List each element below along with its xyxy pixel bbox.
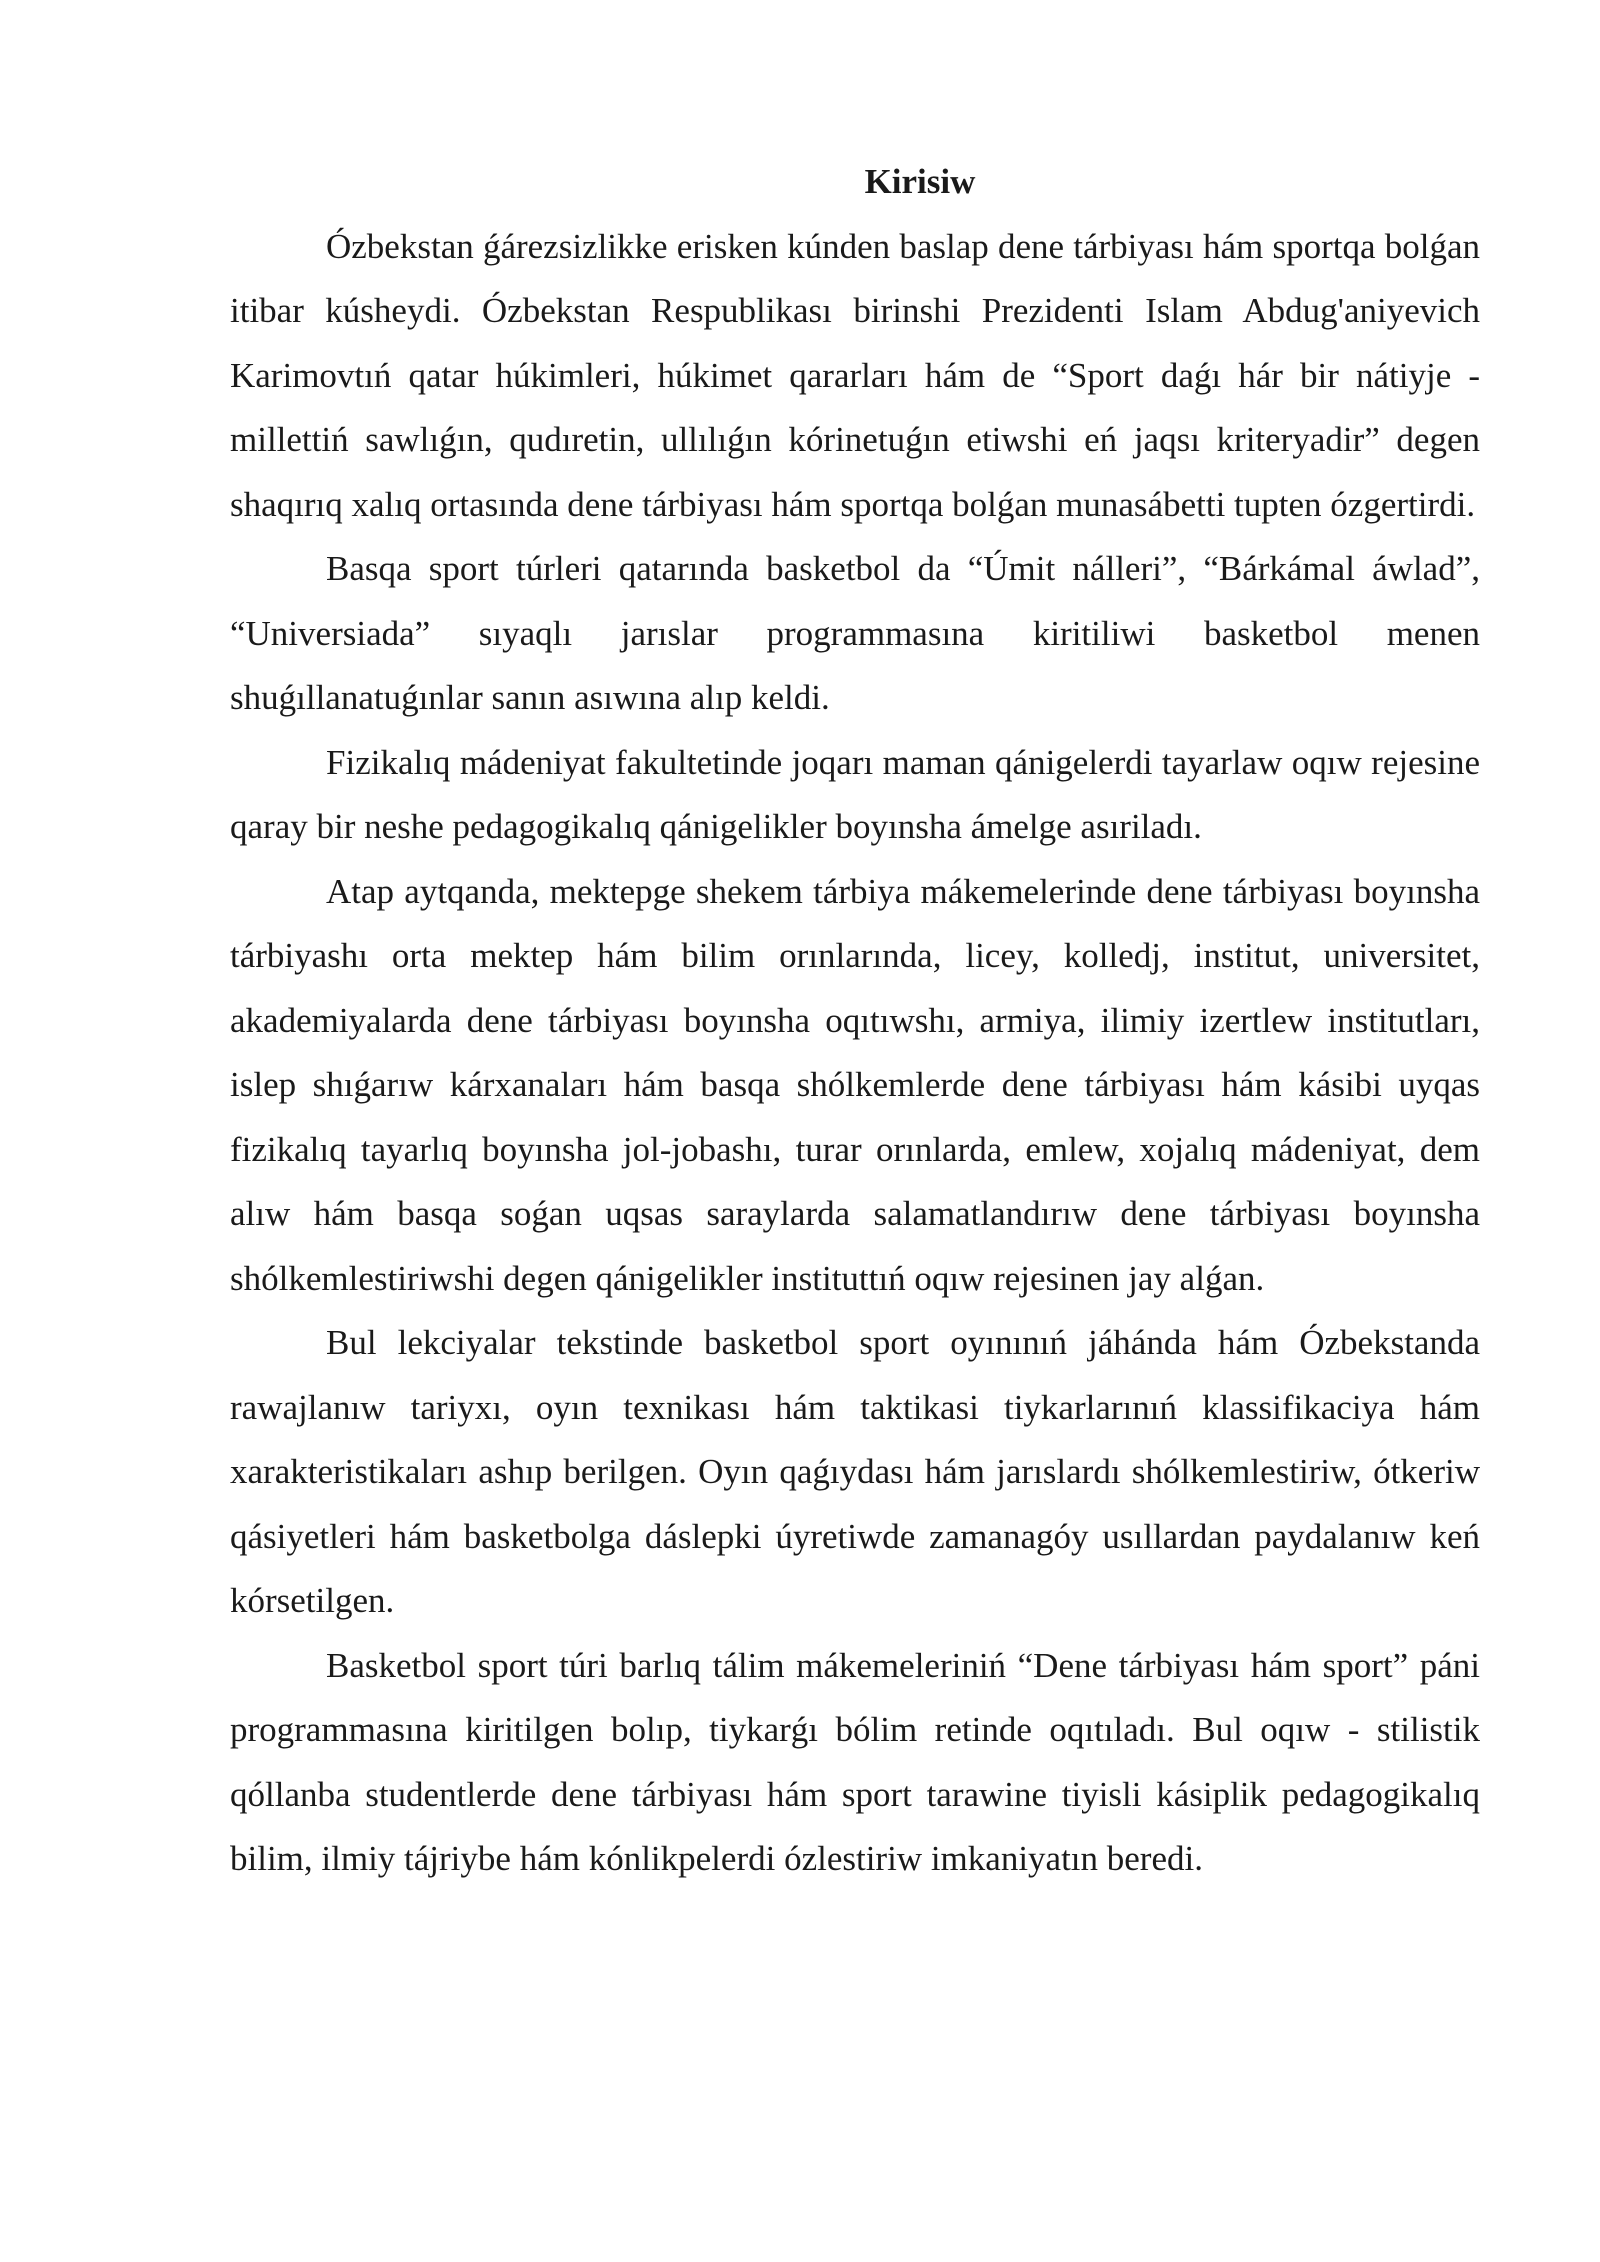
paragraph-4: Atap aytqanda, mektepge shekem tárbiya mákemelerinde dene tárbiyası boyınsha tárbiyashı orta mektep hám bilim orınlarında, licey, kolledj, institut, universitet, akademiyalarda dene tárbiyası boyınsha oqıtıwshı, armiya, ilimiy izertlew institutları, islep shıǵarıw kárxanaları hám basqa shólkemlerde dene tárbiyası hám kásibi uyqas fizikalıq tayarlıq boyınsha jol-jobashı, turar orınlarda, emlew, xojalıq mádeniyat, dem alıw hám basqa soǵan uqsas saraylarda salamatlandırıw dene tárbiyası boyınsha shólkemlestiriwshi degen qánigelikler instituttıń oqıw rejesinen jay alǵan. [230,871,1480,1298]
paragraph-5: Bul lekciyalar tekstinde basketbol sport oyınınıń jáhánda hám Ózbekstanda rawajlanıw tariyxı, oyın texnikası hám taktikasi tiykarlarınıń klassifikaciya hám xarakteristikaları ashıp berilgen. Oyın qaǵıydası hám jarıslardı shólkemlestiriw, ótkeriw qásiyetleri hám basketbolga dáslepki úyretiwde zamanagóy usıllardan paydalanıw keń kórsetilgen. [230,1323,1480,1620]
paragraph-2: Basqa sport túrleri qatarında basketbol da “Úmit nálleri”, “Bárkámal áwlad”, “Universiada” sıyaqlı jarıslar programmasına kiritiliwi basketbol menen shuǵıllanatuǵınlar sanın asıwına alıp keldi. [230,549,1480,717]
paragraph-3: Fizikalıq mádeniyat fakultetinde joqarı maman qánigelerdi tayarlaw oqıw rejesine qaray bir neshe pedagogikalıq qánigelikler boyınsha ámelge asıriladı. [230,742,1480,846]
paragraph-6: Basketbol sport túri barlıq tálim mákemeleriniń “Dene tárbiyası hám sport” páni programmasına kiritilgen bolıp, tiykarǵı bólim retinde oqıtıladı. Bul oqıw - stilistik qóllanba studentlerde dene tárbiyası hám sport tarawine tiyisli kásiplik pedagogikalıq bilim, ilmiy tájriybe hám kónlikpelerdi ózlestiriw imkaniyatın beredi. [230,1645,1480,1878]
page-title: Kirisiw [864,162,976,201]
document-page [230,150,1480,1892]
paragraph-1: Ózbekstan ǵárezsizlikke erisken kúnden baslap dene tárbiyası hám sportqa bolǵan itibar kúsheydi. Ózbekstan Respublikası birinshi Prezidenti Islam Abdug'aniyevich Karimovtıń qatar húkimleri, húkimet qararları hám de “Sport daǵı hár bir nátiyje - millettiń sawlıǵın, qudıretin, ullılıǵın kórinetuǵın etiwshi eń jaqsı kriteryadir” degen shaqırıq xalıq ortasında dene tárbiyası hám sportqa bolǵan munasábetti tupten ózgertirdi. [230,226,1480,524]
